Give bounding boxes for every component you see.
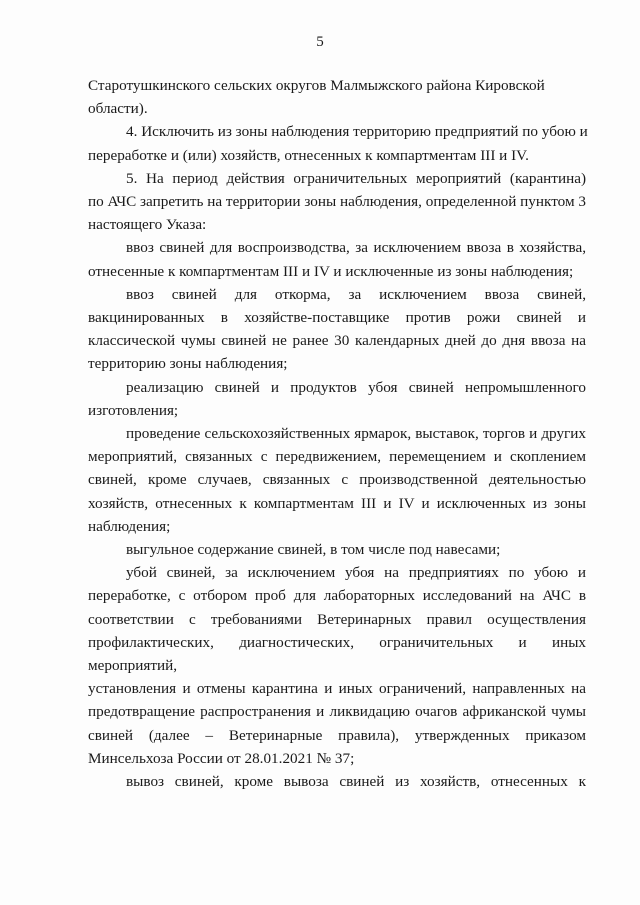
text-line: вакцинированных в хозяйстве-поставщике против рожи свиней и <box>88 309 586 327</box>
text-line: профилактических, диагностических, ограничительных и иных мероприятий, <box>88 633 586 675</box>
text-line: 4. Исключить из зоны наблюдения территорию предприятий по убою и <box>126 123 588 141</box>
text-line: мероприятий, связанных с передвижением, перемещением и скоплением <box>88 448 586 466</box>
text-line: наблюдения; <box>88 517 171 535</box>
text-line: предотвращение распространения и ликвидацию очагов африканской чумы <box>88 703 586 721</box>
text-line: свиней (далее – Ветеринарные правила), утвержденных приказом <box>88 726 586 744</box>
text-line: отнесенные к компартментам III и IV и исключенные из зоны наблюдения; <box>88 262 574 280</box>
text-line: выгульное содержание свиней, в том числе под навесами; <box>126 541 501 559</box>
text-line: ввоз свиней для воспроизводства, за исключением ввоза в хозяйства, <box>126 239 586 257</box>
page-number: 5 <box>316 34 324 50</box>
text-line: установления и отмены карантина и иных ограничений, направленных на <box>88 680 586 698</box>
text-line: переработке и (или) хозяйств, отнесенных к компартментам III и IV. <box>88 146 529 164</box>
text-line: проведение сельскохозяйственных ярмарок, выставок, торгов и других <box>126 425 586 443</box>
text-line: Минсельхоза России от 28.01.2021 № 37; <box>88 749 355 767</box>
text-line: классической чумы свиней не ранее 30 календарных дней до дня ввоза на <box>88 332 586 350</box>
text-line: территорию зоны наблюдения; <box>88 355 288 373</box>
text-line: реализацию свиней и продуктов убоя свиней непромышленного <box>126 378 586 396</box>
text-line: Старотушкинского сельских округов Малмыжского района Кировской <box>88 77 545 94</box>
text-line: хозяйств, отнесенных к компартментам III и IV и исключенных из зоны <box>88 494 586 512</box>
text-line: вывоз свиней, кроме вывоза свиней из хозяйств, отнесенных к <box>126 773 586 791</box>
text-line: настоящего Указа: <box>88 216 207 234</box>
text-line: переработке, с отбором проб для лабораторных исследований на АЧС в <box>88 587 586 605</box>
text-line: по АЧС запретить на территории зоны наблюдения, определенной пунктом 3 <box>88 193 586 211</box>
document-body <box>88 74 586 793</box>
text-line: ввоз свиней для откорма, за исключением ввоза свиней, <box>126 285 586 303</box>
text-line: свиней, кроме случаев, связанных с производственной деятельностью <box>88 471 586 489</box>
text-line: соответствии с требованиями Ветеринарных правил осуществления <box>88 610 586 628</box>
text-line: области). <box>88 100 148 118</box>
text-line: изготовления; <box>88 401 179 419</box>
text-line: 5. На период действия ограничительных мероприятий (карантина) <box>126 169 586 187</box>
text-line: убой свиней, за исключением убоя на предприятиях по убою и <box>126 564 586 582</box>
